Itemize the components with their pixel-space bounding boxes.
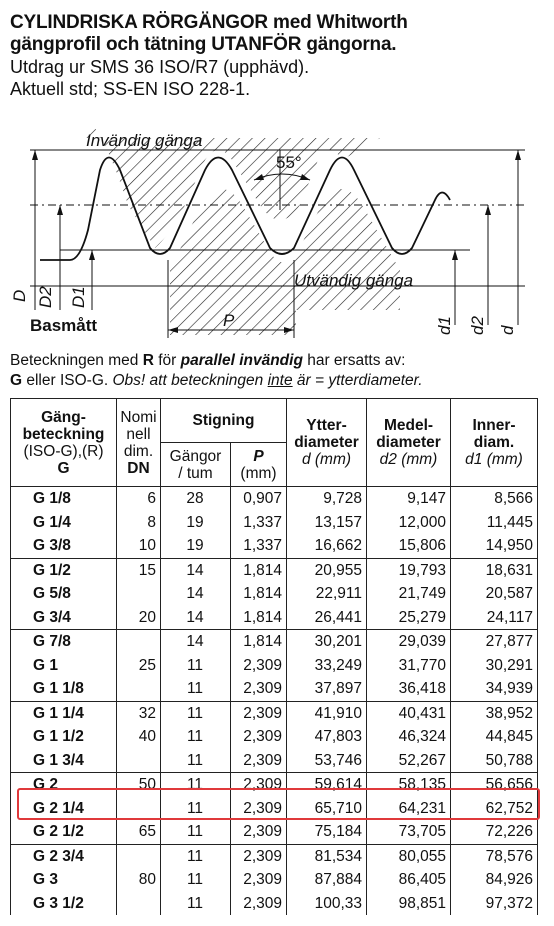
header-text: Gängor — [169, 447, 222, 465]
cell-designation: G 2 3/4 — [11, 844, 117, 868]
cell-outer-diameter: 53,746 — [287, 749, 367, 773]
header-text: dim. — [123, 442, 154, 460]
cell-inner-diameter: 20,587 — [451, 582, 538, 606]
cell-designation: G 1 1/2 — [11, 725, 117, 749]
cell-inner-diameter: 84,926 — [451, 868, 538, 892]
note-text-underlined: inte — [267, 372, 293, 389]
label-internal-thread: Invändig gänga — [86, 131, 203, 150]
cell-outer-diameter: 26,441 — [287, 606, 367, 630]
cell-dn — [117, 749, 161, 773]
cell-dn — [117, 844, 161, 868]
cell-outer-diameter: 20,955 — [287, 558, 367, 582]
cell-inner-diameter: 50,788 — [451, 749, 538, 773]
cell-designation: G 2 1/4 — [11, 797, 117, 821]
cell-dn: 10 — [117, 534, 161, 558]
cell-pitch: 2,309 — [231, 797, 287, 821]
label-angle: 55° — [276, 153, 302, 172]
cell-threads-per-inch: 14 — [161, 630, 231, 654]
cell-dn — [117, 677, 161, 701]
cell-inner-diameter: 72,226 — [451, 820, 538, 844]
cell-pitch: 2,309 — [231, 868, 287, 892]
cell-dn: 50 — [117, 773, 161, 797]
note-line-2 — [10, 371, 550, 391]
header-text: beteckning — [22, 425, 105, 443]
cell-outer-diameter: 37,897 — [287, 677, 367, 701]
label-D1: D1 — [69, 286, 88, 308]
cell-pitch-diameter: 86,405 — [367, 868, 451, 892]
cell-designation: G 1/8 — [11, 487, 117, 511]
header-inner-diameter — [451, 399, 538, 487]
cell-pitch-diameter: 21,749 — [367, 582, 451, 606]
cell-designation: G 5/8 — [11, 582, 117, 606]
cell-inner-diameter: 34,939 — [451, 677, 538, 701]
label-d1: d1 — [435, 316, 454, 335]
cell-outer-diameter: 13,157 — [287, 511, 367, 535]
table-row — [11, 534, 538, 558]
cell-dn: 32 — [117, 701, 161, 725]
note-text: har ersatts av: — [302, 352, 406, 369]
note-text: eller ISO-G. — [22, 372, 113, 389]
cell-dn — [117, 892, 161, 916]
cell-inner-diameter: 8,566 — [451, 487, 538, 511]
note-text: för — [153, 352, 181, 369]
cell-threads-per-inch: 11 — [161, 654, 231, 678]
cell-pitch: 1,814 — [231, 630, 287, 654]
cell-pitch-diameter: 25,279 — [367, 606, 451, 630]
cell-pitch-diameter: 9,147 — [367, 487, 451, 511]
cell-pitch-diameter: 15,806 — [367, 534, 451, 558]
header-text: d (mm) — [301, 451, 352, 468]
cell-designation: G 3 — [11, 868, 117, 892]
header-text: Nomi — [120, 408, 157, 426]
cell-inner-diameter: 62,752 — [451, 797, 538, 821]
cell-pitch-diameter: 80,055 — [367, 844, 451, 868]
cell-designation: G 3/4 — [11, 606, 117, 630]
cell-dn: 40 — [117, 725, 161, 749]
cell-dn: 20 — [117, 606, 161, 630]
cell-designation: G 7/8 — [11, 630, 117, 654]
header-text: P — [253, 447, 264, 465]
header-text: Inner- — [472, 417, 516, 434]
cell-designation: G 3/8 — [11, 534, 117, 558]
cell-outer-diameter: 59,614 — [287, 773, 367, 797]
cell-inner-diameter: 11,445 — [451, 511, 538, 535]
label-D2: D2 — [36, 286, 55, 308]
cell-threads-per-inch: 11 — [161, 797, 231, 821]
cell-threads-per-inch: 11 — [161, 892, 231, 916]
table-body — [11, 487, 538, 916]
subtitle-line-2: Aktuell std; SS-EN ISO 228-1. — [10, 79, 251, 99]
table-row — [11, 725, 538, 749]
cell-dn: 6 — [117, 487, 161, 511]
header-pitch-mm — [231, 443, 287, 487]
cell-designation: G 3 1/2 — [11, 892, 117, 916]
cell-threads-per-inch: 28 — [161, 487, 231, 511]
header-text: diam. — [473, 434, 515, 451]
table-row — [11, 677, 538, 701]
header-nominal-dn — [117, 399, 161, 487]
cell-dn — [117, 582, 161, 606]
note-text-italic: Obs! att beteckningen — [112, 372, 268, 389]
note-text-italic: är = ytterdiameter. — [292, 372, 423, 389]
cell-pitch: 2,309 — [231, 749, 287, 773]
cell-threads-per-inch: 11 — [161, 749, 231, 773]
cell-pitch: 2,309 — [231, 892, 287, 916]
cell-inner-diameter: 30,291 — [451, 654, 538, 678]
cell-dn: 8 — [117, 511, 161, 535]
cell-pitch: 1,337 — [231, 511, 287, 535]
cell-outer-diameter: 81,534 — [287, 844, 367, 868]
cell-designation: G 1 1/8 — [11, 677, 117, 701]
table-row — [11, 892, 538, 916]
cell-outer-diameter: 41,910 — [287, 701, 367, 725]
header-outer-diameter — [287, 399, 367, 487]
header-text: (mm) — [240, 464, 277, 482]
page-header — [10, 12, 550, 100]
cell-inner-diameter: 14,950 — [451, 534, 538, 558]
label-d2: d2 — [468, 316, 487, 335]
table-row — [11, 844, 538, 868]
header-text: G — [57, 459, 70, 477]
label-d: d — [498, 325, 517, 335]
cell-pitch-diameter: 73,705 — [367, 820, 451, 844]
note-text: Beteckningen med — [10, 352, 143, 369]
cell-inner-diameter: 78,576 — [451, 844, 538, 868]
cell-dn: 65 — [117, 820, 161, 844]
cell-outer-diameter: 9,728 — [287, 487, 367, 511]
cell-outer-diameter: 75,184 — [287, 820, 367, 844]
cell-pitch: 2,309 — [231, 844, 287, 868]
cell-inner-diameter: 97,372 — [451, 892, 538, 916]
cell-inner-diameter: 38,952 — [451, 701, 538, 725]
cell-inner-diameter: 27,877 — [451, 630, 538, 654]
cell-outer-diameter: 22,911 — [287, 582, 367, 606]
cell-threads-per-inch: 11 — [161, 725, 231, 749]
header-text: d2 (mm) — [379, 451, 438, 468]
subtitle-line-1: Utdrag ur SMS 36 ISO/R7 (upphävd). — [10, 57, 310, 77]
cell-threads-per-inch: 11 — [161, 701, 231, 725]
note-text-bold: R — [142, 352, 154, 369]
highlight-box-g-2-1-4 — [17, 788, 540, 820]
cell-pitch-diameter: 64,231 — [367, 797, 451, 821]
title-line-1: CYLINDRISKA RÖRGÄNGOR med Whitworth — [10, 12, 408, 33]
cell-outer-diameter: 33,249 — [287, 654, 367, 678]
cell-designation: G 1 1/4 — [11, 701, 117, 725]
cell-designation: G 2 — [11, 773, 117, 797]
header-designation — [11, 399, 117, 487]
cell-threads-per-inch: 19 — [161, 511, 231, 535]
cell-pitch: 1,814 — [231, 582, 287, 606]
cell-pitch-diameter: 52,267 — [367, 749, 451, 773]
cell-threads-per-inch: 11 — [161, 677, 231, 701]
table-row — [11, 868, 538, 892]
cell-pitch: 1,814 — [231, 606, 287, 630]
table-row — [11, 749, 538, 773]
cell-pitch-diameter: 46,324 — [367, 725, 451, 749]
cell-outer-diameter: 100,33 — [287, 892, 367, 916]
cell-threads-per-inch: 14 — [161, 582, 231, 606]
note-text-bold: G — [10, 372, 23, 389]
cell-pitch: 0,907 — [231, 487, 287, 511]
header-text: nell — [126, 425, 151, 443]
note-text-bold-italic: parallel invändig — [180, 352, 303, 369]
cell-pitch-diameter: 40,431 — [367, 701, 451, 725]
cell-pitch: 2,309 — [231, 820, 287, 844]
cell-pitch-diameter: 19,793 — [367, 558, 451, 582]
title-line-2: gängprofil och tätning UTANFÖR gängorna. — [10, 34, 397, 55]
cell-threads-per-inch: 11 — [161, 820, 231, 844]
header-pitch: Stigning — [161, 399, 287, 443]
header-text: DN — [127, 459, 150, 477]
header-text: Ytter- — [306, 417, 347, 434]
cell-inner-diameter: 24,117 — [451, 606, 538, 630]
label-pitch: P — [223, 311, 235, 330]
cell-designation: G 1/4 — [11, 511, 117, 535]
table-row — [11, 558, 538, 582]
thread-profile-diagram — [0, 110, 554, 350]
cell-threads-per-inch: 14 — [161, 606, 231, 630]
header-text: Medel- — [383, 417, 434, 434]
table-row — [11, 511, 538, 535]
cell-pitch: 2,309 — [231, 701, 287, 725]
cell-pitch-diameter: 29,039 — [367, 630, 451, 654]
table-row — [11, 582, 538, 606]
header-text: / tum — [178, 464, 213, 482]
cell-outer-diameter: 65,710 — [287, 797, 367, 821]
cell-outer-diameter: 16,662 — [287, 534, 367, 558]
cell-outer-diameter: 30,201 — [287, 630, 367, 654]
cell-threads-per-inch: 11 — [161, 868, 231, 892]
cell-pitch: 2,309 — [231, 677, 287, 701]
header-text: diameter — [376, 434, 441, 451]
cell-threads-per-inch: 14 — [161, 558, 231, 582]
cell-threads-per-inch: 11 — [161, 773, 231, 797]
label-external-thread: Utvändig gänga — [294, 271, 414, 290]
cell-outer-diameter: 87,884 — [287, 868, 367, 892]
cell-inner-diameter: 18,631 — [451, 558, 538, 582]
header-text: (ISO-G),(R) — [23, 442, 104, 460]
cell-pitch-diameter: 12,000 — [367, 511, 451, 535]
table-row — [11, 654, 538, 678]
cell-dn — [117, 630, 161, 654]
header-text: Gäng- — [41, 408, 86, 426]
cell-pitch-diameter: 31,770 — [367, 654, 451, 678]
label-D: D — [10, 289, 29, 302]
cell-threads-per-inch: 19 — [161, 534, 231, 558]
cell-inner-diameter: 56,656 — [451, 773, 538, 797]
cell-inner-diameter: 44,845 — [451, 725, 538, 749]
cell-designation: G 1/2 — [11, 558, 117, 582]
cell-pitch: 2,309 — [231, 654, 287, 678]
thread-dimensions-table — [10, 398, 538, 915]
cell-pitch: 1,337 — [231, 534, 287, 558]
table-row — [11, 630, 538, 654]
header-pitch-diameter — [367, 399, 451, 487]
header-text: d1 (mm) — [465, 451, 523, 468]
cell-pitch-diameter: 58,135 — [367, 773, 451, 797]
cell-designation: G 2 1/2 — [11, 820, 117, 844]
cell-designation: G 1 3/4 — [11, 749, 117, 773]
cell-dn: 15 — [117, 558, 161, 582]
designation-note — [10, 351, 550, 391]
header-text: diameter — [294, 434, 359, 451]
cell-pitch: 1,814 — [231, 558, 287, 582]
label-basic-dimensions: Basmått — [30, 316, 98, 335]
cell-pitch-diameter: 98,851 — [367, 892, 451, 916]
note-line-1 — [10, 351, 550, 371]
cell-designation: G 1 — [11, 654, 117, 678]
cell-dn: 25 — [117, 654, 161, 678]
cell-dn: 80 — [117, 868, 161, 892]
table-row — [11, 487, 538, 511]
table-row — [11, 820, 538, 844]
cell-pitch: 2,309 — [231, 773, 287, 797]
header-threads-per-inch — [161, 443, 231, 487]
cell-pitch-diameter: 36,418 — [367, 677, 451, 701]
cell-threads-per-inch: 11 — [161, 844, 231, 868]
table-row — [11, 701, 538, 725]
cell-outer-diameter: 47,803 — [287, 725, 367, 749]
table-row — [11, 606, 538, 630]
cell-pitch: 2,309 — [231, 725, 287, 749]
